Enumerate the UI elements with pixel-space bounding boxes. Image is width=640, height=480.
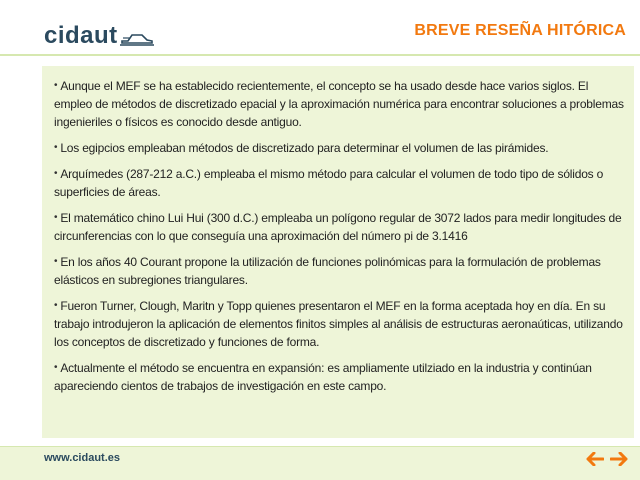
list-item-text: Aunque el MEF se ha establecido recientemente, el concepto se ha usado desde hace varios siglos. El empleo de métodos de discretizado epacial y la aproximación numérica para encontrar soluciones a problemas ingenieriles o físicos es conocido desde antiguo. xyxy=(54,79,624,129)
bullet-icon: • xyxy=(54,300,58,311)
list-item xyxy=(54,297,628,351)
bullet-icon: • xyxy=(54,168,58,179)
list-item xyxy=(54,359,628,395)
list-item-text: Fueron Turner, Clough, Maritn y Topp quienes presentaron el MEF en la forma aceptada hoy en día. En su trabajo introdujeron la aplicación de elementos finitos simples al análisis de estructuras aeronaúticas, utilizando los conceptos de discretizado y funciones de forma. xyxy=(54,299,623,349)
list-item xyxy=(54,253,628,289)
list-item-text: Los egipcios empleaban métodos de discretizado para determinar el volumen de las pirámides. xyxy=(60,141,549,155)
arrow-right-icon xyxy=(610,452,628,466)
bullet-icon: • xyxy=(54,212,58,223)
list-item-text: En los años 40 Courant propone la utilización de funciones polinómicas para la formulación de problemas elásticos en subregiones triangulares. xyxy=(54,255,601,287)
arrow-left-icon xyxy=(586,452,604,466)
prev-slide-button[interactable] xyxy=(586,452,604,466)
slide-title: BREVE RESEÑA HITÓRICA xyxy=(414,22,626,39)
list-item xyxy=(54,139,628,157)
bullet-icon: • xyxy=(54,362,58,373)
slide-header xyxy=(0,0,640,60)
next-slide-button[interactable] xyxy=(610,452,628,466)
list-item-text: Arquímedes (287-212 a.C.) empleaba el mismo método para calcular el volumen de todo tipo de sólidos o superficies de áreas. xyxy=(54,167,604,199)
bullet-icon: • xyxy=(54,80,58,91)
list-item-text: Actualmente el método se encuentra en expansión: es ampliamente utilziado en la industria y continúan apareciendo cientos de trabajos de investigación en este campo. xyxy=(54,361,592,393)
bullet-icon: • xyxy=(54,256,58,267)
car-icon xyxy=(120,29,154,47)
bullet-list xyxy=(54,77,628,403)
logo-text: cidaut xyxy=(44,22,118,49)
list-item xyxy=(54,209,628,245)
cidaut-logo xyxy=(44,22,154,50)
bullet-icon: • xyxy=(54,142,58,153)
footer-url[interactable]: www.cidaut.es xyxy=(44,452,121,464)
slide-navigation xyxy=(586,452,628,466)
list-item xyxy=(54,165,628,201)
header-divider xyxy=(0,54,640,56)
list-item-text: El matemático chino Lui Hui (300 d.C.) empleaba un polígono regular de 3072 lados para medir longitudes de circunferencias con lo que conseguía una aproximación del número pi de 3.1416 xyxy=(54,211,622,243)
list-item xyxy=(54,77,628,131)
